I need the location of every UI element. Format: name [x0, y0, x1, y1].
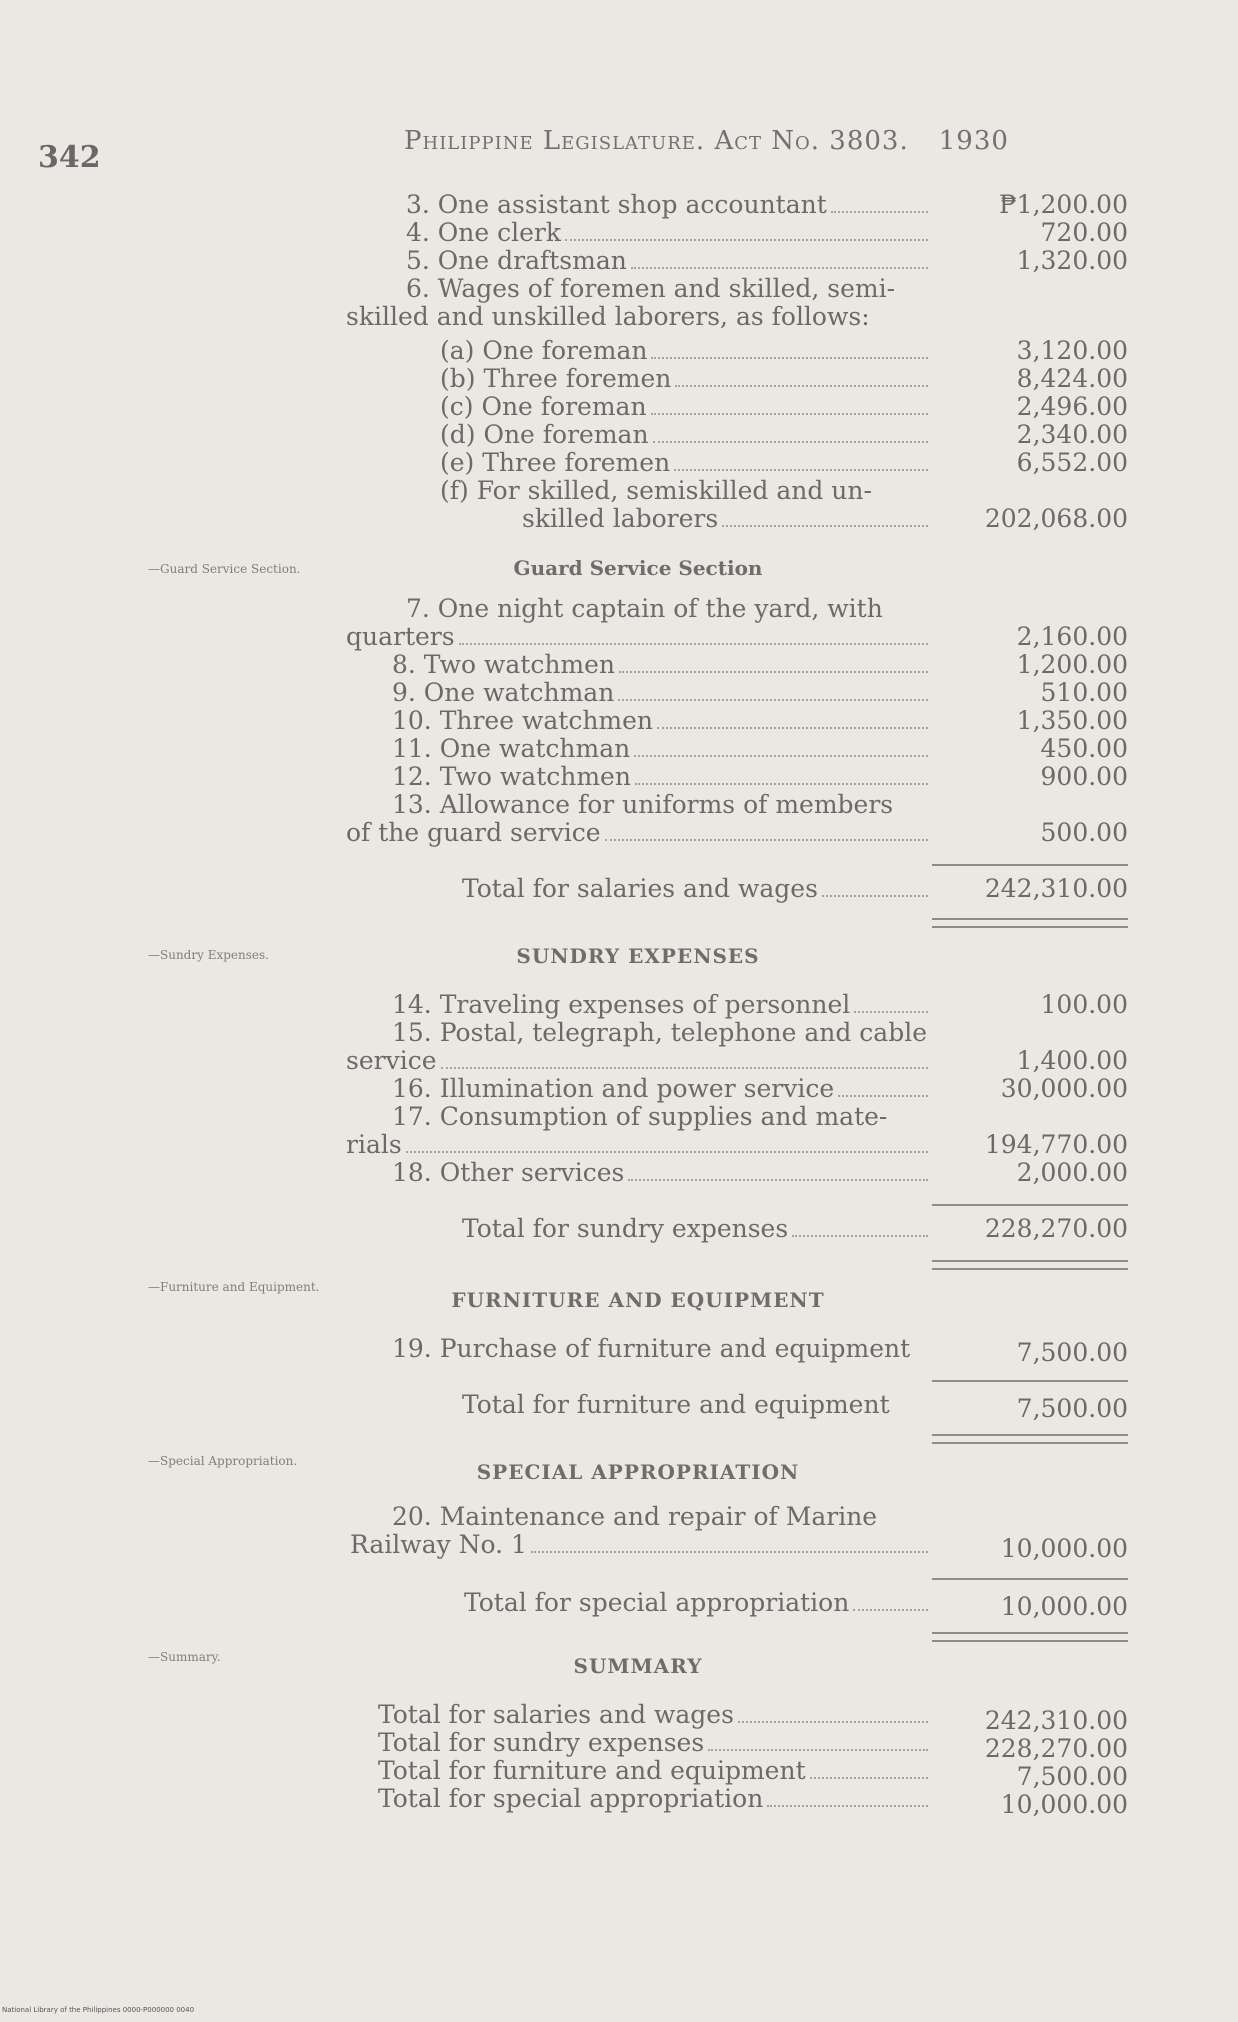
item-11: 11. One watchman [392, 734, 930, 763]
subtotal-rule [932, 1578, 1128, 1580]
total-sundry: Total for sundry expenses [462, 1214, 930, 1243]
total-special-amount: 10,000.00 [1000, 1592, 1128, 1621]
item-20-line1: 20. Maintenance and repair of Marine [392, 1502, 878, 1531]
item-15-amount: 1,400.00 [1016, 1046, 1128, 1075]
item-6d-amount: 2,340.00 [1016, 420, 1128, 449]
double-rule [932, 1632, 1128, 1642]
total-salaries-amount: 242,310.00 [984, 874, 1128, 903]
item-6-line2: skilled and unskilled laborers, as follows: [346, 302, 870, 331]
summary-furniture-amount: 7,500.00 [1016, 1762, 1128, 1791]
item-4-amount: 720.00 [1040, 218, 1128, 247]
header-year: 1930 [938, 126, 1009, 156]
special-heading: SPECIAL APPROPRIATION [476, 1460, 800, 1484]
item-6b-amount: 8,424.00 [1016, 364, 1128, 393]
item-13-line1: 13. Allowance for uniforms of members [392, 790, 894, 819]
total-furniture-amount: 7,500.00 [1016, 1394, 1128, 1423]
item-15: service [346, 1046, 930, 1075]
summary-sundry-amount: 228,270.00 [984, 1734, 1128, 1763]
item-17-line1: 17. Consumption of supplies and mate- [392, 1102, 888, 1131]
sundry-heading: SUNDRY EXPENSES [516, 944, 760, 968]
margin-note-sundry: —Sundry Expenses. [148, 948, 269, 962]
margin-note-guard: —Guard Service Section. [148, 562, 301, 576]
item-17: rials [346, 1130, 930, 1159]
item-10-amount: 1,350.00 [1016, 706, 1128, 735]
total-sundry-amount: 228,270.00 [984, 1214, 1128, 1243]
guard-section-heading: Guard Service Section [513, 556, 763, 580]
item-8-amount: 1,200.00 [1016, 650, 1128, 679]
total-special: Total for special appropriation [464, 1588, 930, 1617]
item-6a: (a) One foreman [440, 336, 930, 365]
summary-salaries: Total for salaries and wages [378, 1700, 930, 1729]
item-10: 10. Three watchmen [392, 706, 930, 735]
furniture-heading: FURNITURE AND EQUIPMENT [451, 1288, 825, 1312]
item-20: Railway No. 1 [350, 1530, 930, 1559]
item-6e: (e) Three foremen [440, 448, 930, 477]
item-11-amount: 450.00 [1040, 734, 1128, 763]
total-salaries: Total for salaries and wages [462, 874, 930, 903]
item-6f-amount: 202,068.00 [984, 504, 1128, 533]
item-14-amount: 100.00 [1040, 990, 1128, 1019]
item-6a-amount: 3,120.00 [1016, 336, 1128, 365]
item-16: 16. Illumination and power service [392, 1074, 930, 1103]
item-16-amount: 30,000.00 [1000, 1074, 1128, 1103]
item-6e-amount: 6,552.00 [1016, 448, 1128, 477]
item-7-amount: 2,160.00 [1016, 622, 1128, 651]
double-rule [932, 1260, 1128, 1270]
item-5: 5. One draftsman [406, 246, 930, 275]
item-17-amount: 194,770.00 [984, 1130, 1128, 1159]
item-6c-amount: 2,496.00 [1016, 392, 1128, 421]
page-number: 342 [38, 140, 101, 175]
subtotal-rule [932, 1380, 1128, 1382]
total-furniture: Total for furniture and equipment [462, 1390, 890, 1419]
item-9-amount: 510.00 [1040, 678, 1128, 707]
item-6f-line1: (f) For skilled, semiskilled and un- [440, 476, 872, 505]
item-12-amount: 900.00 [1040, 762, 1128, 791]
item-6f: skilled laborers [522, 504, 930, 533]
summary-furniture: Total for furniture and equipment [378, 1756, 930, 1785]
item-18-amount: 2,000.00 [1016, 1158, 1128, 1187]
item-5-amount: 1,320.00 [1016, 246, 1128, 275]
item-13: of the guard service [346, 818, 930, 847]
margin-note-furniture: —Furniture and Equipment. [148, 1280, 320, 1294]
subtotal-rule [932, 864, 1128, 866]
item-8: 8. Two watchmen [392, 650, 930, 679]
summary-special: Total for special appropriation [378, 1784, 930, 1813]
scan-footer: National Library of the Philippines 0000-P000000 0040 [2, 2006, 195, 2014]
running-header [404, 126, 1009, 156]
item-12: 12. Two watchmen [392, 762, 930, 791]
item-13-amount: 500.00 [1040, 818, 1128, 847]
summary-salaries-amount: 242,310.00 [984, 1706, 1128, 1735]
item-6c: (c) One foreman [440, 392, 930, 421]
item-18: 18. Other services [392, 1158, 930, 1187]
item-14: 14. Traveling expenses of personnel [392, 990, 930, 1019]
margin-note-summary: —Summary. [148, 1650, 221, 1664]
summary-sundry: Total for sundry expenses [378, 1728, 930, 1757]
item-4: 4. One clerk [406, 218, 930, 247]
item-15-line1: 15. Postal, telegraph, telephone and cable [392, 1018, 928, 1047]
item-6-line1: 6. Wages of foremen and skilled, semi- [406, 274, 896, 303]
item-3-amount: ₱1,200.00 [999, 190, 1128, 219]
margin-note-special: —Special Appropriation. [148, 1454, 298, 1468]
item-19-amount: 7,500.00 [1016, 1338, 1128, 1367]
subtotal-rule [932, 1204, 1128, 1206]
item-9: 9. One watchman [392, 678, 930, 707]
item-3: 3. One assistant shop accountant [406, 190, 930, 219]
item-6b: (b) Three foremen [440, 364, 930, 393]
item-7: quarters [346, 622, 930, 651]
header-title: Philippine Legislature. Act No. 3803. [404, 126, 909, 156]
item-6d: (d) One foreman [440, 420, 930, 449]
summary-special-amount: 10,000.00 [1000, 1790, 1128, 1819]
item-20-amount: 10,000.00 [1000, 1534, 1128, 1563]
item-19: 19. Purchase of furniture and equipment [392, 1334, 911, 1363]
item-7-line1: 7. One night captain of the yard, with [406, 594, 883, 623]
summary-heading: SUMMARY [573, 1654, 703, 1678]
double-rule [932, 1434, 1128, 1444]
double-rule [932, 918, 1128, 928]
